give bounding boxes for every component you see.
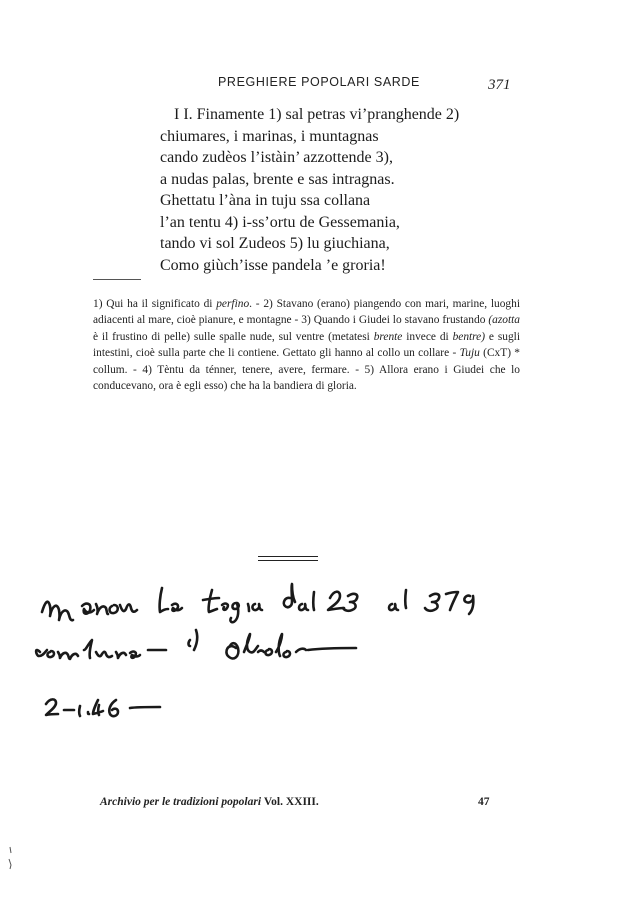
footnote-text: invece di	[402, 330, 453, 343]
footnote-italic: (azotta	[488, 314, 520, 327]
journal-volume: Vol. XXIII.	[263, 796, 319, 808]
poem-line: Como giùch’isse pandela ’e groria!	[160, 256, 386, 274]
handwriting-date	[46, 699, 160, 716]
footnote-italic: perfino	[216, 298, 250, 310]
footer-journal-title	[100, 796, 319, 808]
handwriting-line-1	[42, 584, 473, 622]
poem-line: l’an tentu 4) i-ss’ortu de Gessemania,	[160, 213, 400, 231]
running-title: PREGHIERE POPOLARI SARDE	[218, 75, 420, 89]
poem-line: a nudas palas, brente e sas intragnas.	[160, 170, 395, 188]
signature-mark: 47	[478, 796, 490, 808]
journal-name: Archivio per le tradizioni popolari	[100, 796, 262, 808]
footnote-text: 1) Qui ha il significato di	[93, 298, 217, 310]
poem-line: I I. Finamente 1) sal petras vi’pranghende 2)	[174, 106, 460, 123]
margin-ink-marks	[5, 845, 15, 875]
footnote-italic: bentre)	[452, 330, 486, 343]
footnote-text: (CxT) * collum. - 4) Tèntu da ténner, tenere, avere, fermare. - 5) Allora erano i Giudei che lo conducevano, ora è egli esso) che ha la bandiera di gloria.	[93, 347, 520, 393]
page-number: 371	[488, 77, 511, 93]
poem-line: tando vi sol Zudeos 5) lu giuchiana,	[160, 235, 390, 252]
footnote-text: è il frustino di pelle) sulle spalle nude, sul ventre (metatesi	[93, 330, 374, 343]
poem-line: Ghettatu l’àna in tuju ssa collana	[160, 192, 371, 209]
poem-line: chiumares, i marinas, i muntagnas	[160, 127, 379, 145]
footnote-italic: Tuju	[459, 347, 480, 360]
footnote-italic: brente	[373, 330, 403, 343]
footnote-text: . - 2) Stavano (erano) piangendo con mari, marine, luoghi adiacenti al mare, cioè pianure, e montagne - 3) Quando i Giudei lo stavano frustando	[93, 298, 520, 327]
footnote-text: e sugli intestini, cioè sulla parte che li contiene. Gettato gli hanno al collo un collare -	[93, 330, 520, 360]
poem-line: cando zudèos l’istàin’ azzottende 3),	[160, 149, 393, 166]
handwriting-line-2	[36, 630, 356, 659]
